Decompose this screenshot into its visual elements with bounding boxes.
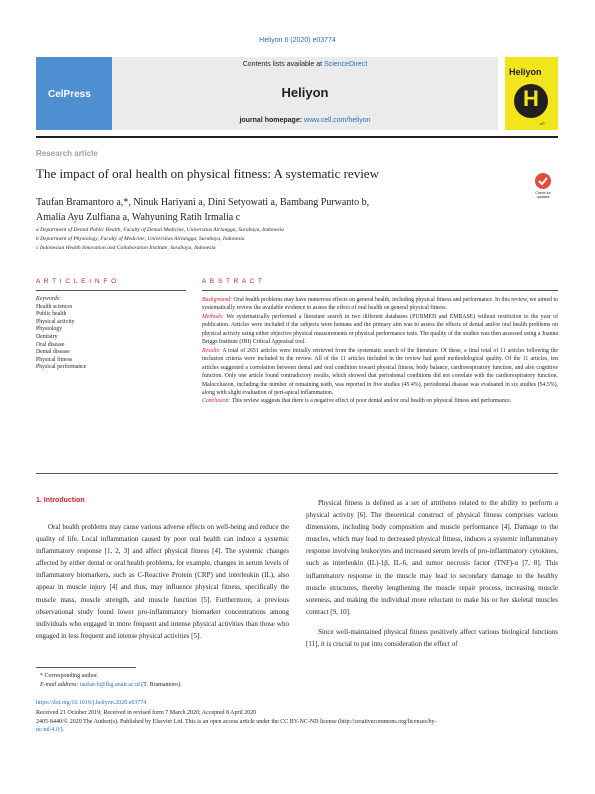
email-link[interactable]: taufan-b@fkg.unair.ac.id <box>79 682 140 688</box>
keyword: Oral disease <box>36 341 65 348</box>
abstract-body <box>202 296 558 406</box>
svg-text:updates: updates <box>536 195 550 199</box>
keyword: Dental disease <box>36 349 70 356</box>
contents-line: Contents lists available at ScienceDirect <box>242 61 368 68</box>
keyword: Dentistry <box>36 333 58 340</box>
section-heading-introduction: 1. Introduction <box>36 497 85 504</box>
abstract-results: Results: A total of 2651 articles were initially retrieved from the systematic search of the literature. Of these, a final total of 11 articles following the inclusion criteria were included in the review. All of the 11 articles included in the review had good methodological quality. Of the 11 articles, ten articles suggested a correlation between dental and oral condition toward physical fitness, body balance, cardiorespiratory function, and also cognitive function. Only one article found contradictory results, which showed that periodontal conditions did not correlate with the cardiorespiratory function. Malocclusion, including the number of remaining teeth, was reported in five studies (45.4%), periodontal disease was evaluated in six studies (54.5%), along with slight evaluation of peri-apical inflammation. <box>202 347 558 396</box>
keywords-block <box>36 296 186 372</box>
keywords-label: Keywords: <box>36 296 61 302</box>
journal-reference[interactable]: Heliyon 6 (2020) e03774 <box>259 37 336 44</box>
article-info-rule <box>36 290 186 291</box>
abstract-background: Background: Oral health problems may have numerous effects on general health, including physical fitness and performance. In this review, we aimed to systematically review the available evidence to assess the effect of oral health on general physical fitness. <box>202 297 558 312</box>
affiliation: b Department of Physiology, Faculty of Medicine, Universitas Airlangga, Surabaya, Indonesia <box>36 236 245 242</box>
license-link[interactable]: nc-nd/4.0/). <box>36 726 64 733</box>
email-line: E-mail address: taufan-b@fkg.unair.ac.id (T. Bramantoro). <box>40 682 182 688</box>
keyword: Physical activity <box>36 318 75 325</box>
abstract-end-rule <box>36 473 558 474</box>
publisher-logo: CelPress <box>48 89 91 100</box>
affiliation: c Indonesian Health Innovation and Collaboration Institute, Surabaya, Indonesia <box>36 245 216 251</box>
cover-title: Heliyon <box>509 67 542 77</box>
header-divider <box>36 136 558 138</box>
check-for-updates-icon[interactable] <box>528 170 558 200</box>
article-info-heading: A R T I C L E I N F O <box>36 278 118 285</box>
author-line-1: Taufan Bramantoro a,*, Ninuk Hariyani a, Dini Setyowati a, Bambang Purwanto b, <box>36 197 370 208</box>
abstract-conclusion: Conclusion: This review suggests that there is a negative effect of poor dental and/or oral health on physical fitness and performance. <box>202 398 512 405</box>
received-dates: Received 21 October 2019; Received in revised form 7 March 2020; Accepted 8 April 2020 <box>36 710 257 716</box>
keyword: Health sciences <box>36 303 73 310</box>
svg-text:Check for: Check for <box>535 191 551 195</box>
homepage-line: journal homepage: www.cell.com/heliyon <box>239 117 371 124</box>
intro-paragraph: Since well-maintained physical fitness positively affect various biological functions [11], it is crucial to put into consideration the effect of <box>306 627 558 649</box>
author-list <box>36 195 506 225</box>
sciencedirect-link[interactable]: ScienceDirect <box>324 61 368 68</box>
results-label: Results: <box>202 347 221 354</box>
keyword: Physiology <box>36 326 63 333</box>
article-title: The impact of oral health on physical fitness: A systematic review <box>36 166 379 181</box>
methods-label: Methods: <box>202 313 224 320</box>
cover-publisher-mark: cP <box>540 121 545 126</box>
background-label: Background: <box>202 297 233 303</box>
keyword: Physical fitness <box>36 356 73 363</box>
keyword: Physical performance <box>36 364 87 371</box>
intro-paragraph: Physical fitness is defined as a set of attributes related to the ability to perform a physical activity [6]. The theoretical construct of physical fitness comprises various dimensions, including body composition and muscle performance [4]. Damage to the muscles, which may lead to decreased physical fitness, induces a systemic inflammatory response involving leukocytes and increased serum levels of pro-inflammatory cytokines, such as interleukin (IL)-1β, IL-6, and tumor necrosis factor (TNF)-α [7, 8]. This inflammatory response in the muscle may lead to secondary damage to the healthy muscle structures, thereby lengthening the muscle repair process, increasing muscle soreness, and making the individual more reluctant to make his or her skeletal muscles contract [9, 10]. <box>306 499 558 616</box>
article-type: Research article <box>36 149 98 158</box>
license-text: 2405-8440/© 2020 The Author(s). Published by Elsevier Ltd. This is an open access article under the CC BY-NC-ND license (http://creativecommons.org/licenses/by- nc-nd/4.0/). <box>36 719 558 735</box>
author-line-2: Amalia Ayu Zulfiana a, Wahyuning Ratih Irmalia c <box>36 212 241 223</box>
cover-logo-letter: H <box>523 86 539 111</box>
affiliation: a Department of Dental Public Health, Faculty of Dental Medicine, Universitas Airlangga, Surabaya, Indonesia <box>36 227 284 233</box>
homepage-link[interactable]: www.cell.com/heliyon <box>304 117 371 124</box>
abstract-heading: A B S T R A C T <box>202 278 263 285</box>
conclusion-label: Conclusion: <box>202 398 231 405</box>
intro-paragraph: Oral health problems may cause various adverse effects on well-being and reduce the quality of life. Local inflammation caused by poor oral health can induce a systemic inflammatory response [1, 2, 3] and affect physical fitness [4]. The systemic changes affected by either dental or oral health problems, for example, changes in serum levels of inflammatory biomarkers, such as C-Reactive Protein (CRP) and interleukin (IL), also appear in muscle injury [4] and thus, may influence physical fitness, specifically the muscle mass, muscle strength, and muscle function [5]. Furthermore, a previous observational study found lower pro-inflammatory biomarker concentrations among individuals who engaged in more frequent and intense physical activities than those who engaged in less frequent and intense physical activities [5]. <box>36 523 289 640</box>
right-column <box>306 497 558 658</box>
journal-title: Heliyon <box>281 85 329 100</box>
corresponding-author-note: * Corresponding author. <box>40 673 99 679</box>
keyword: Public health <box>36 311 67 318</box>
abstract-rule <box>202 290 558 291</box>
abstract-methods: Methods: We systematically performed a literature search in two different databases (PUBMED and EMBASE) without restriction to the year of publication. Articles were included if the subjects were humans and the primary aim was to assess the effects of dental and/or oral health problems on physical activity using either objective physical measurements or physical performance tests. The quality of the studies was then assessed using a Joanna Briggs Institute (JBI) Critical Appraisal tool. <box>202 313 558 346</box>
footnote-rule <box>36 667 136 668</box>
doi-link[interactable]: https://doi.org/10.1016/j.heliyon.2020.e03774 <box>36 700 147 706</box>
